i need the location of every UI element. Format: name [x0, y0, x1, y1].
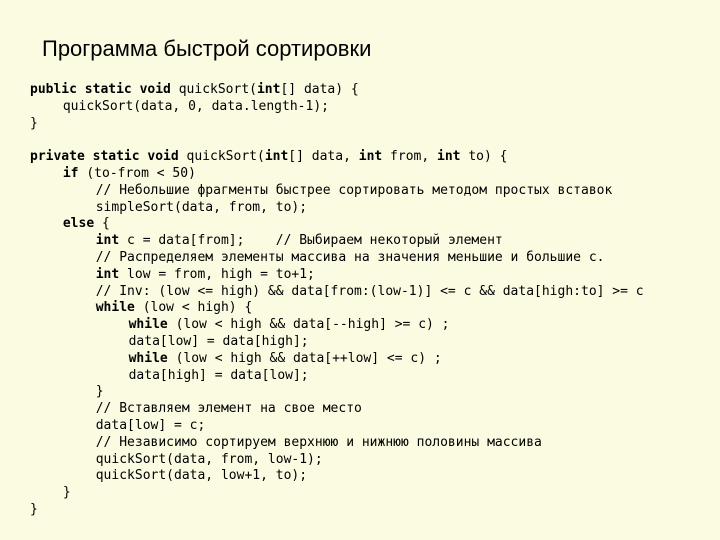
- code-text: {: [94, 216, 110, 232]
- code-keyword: int: [437, 149, 461, 165]
- code-line: [30, 99, 644, 116]
- code-text: // Распределяем элементы массива на значения меньшие и большие c.: [95, 249, 605, 265]
- code-text: // Вставляем элемент на свое место: [95, 401, 362, 417]
- code-text: data[low] = data[high];: [128, 333, 309, 349]
- code-keyword: public static void: [30, 82, 171, 97]
- code-line: [30, 116, 644, 133]
- code-text: [] data,: [288, 149, 359, 165]
- code-line: [30, 468, 644, 485]
- code-line: [30, 267, 644, 284]
- code-line: [30, 351, 644, 368]
- code-line: [30, 401, 644, 418]
- code-line: [30, 149, 644, 166]
- code-text: // Небольшие фрагменты быстрее сортировать методом простых вставок: [95, 182, 613, 198]
- code-text: from,: [382, 149, 438, 165]
- code-text: (low < high && data[++low] <= c) ;: [167, 350, 442, 366]
- code-text: quickSort(: [170, 82, 257, 97]
- code-text: quickSort(data, 0, data.length-1);: [62, 98, 329, 114]
- code-text: // Независимо сортируем верхнюю и нижнюю половины массива: [95, 434, 542, 450]
- code-line: [30, 132, 644, 149]
- code-text: [] data) {: [280, 82, 359, 97]
- code-keyword: while: [128, 317, 168, 333]
- code-line: [30, 216, 644, 233]
- slide-title: Программа быстрой сортировки: [42, 36, 372, 61]
- code-text: to) {: [460, 149, 508, 165]
- code-text: (low < high && data[--high] >= c) ;: [167, 317, 450, 333]
- code-block: [30, 82, 644, 519]
- code-line: [30, 300, 644, 317]
- code-keyword: while: [95, 300, 135, 316]
- code-keyword: else: [62, 216, 95, 232]
- code-keyword: if: [62, 165, 79, 181]
- code-text: }: [30, 115, 38, 131]
- code-text: quickSort(: [178, 149, 265, 165]
- code-line: [30, 334, 644, 351]
- code-line: [30, 200, 644, 217]
- code-line: [30, 435, 644, 452]
- code-text: }: [95, 384, 104, 400]
- code-line: [30, 317, 644, 334]
- code-text: (to-from < 50): [78, 165, 196, 181]
- code-text: data[low] = c;: [95, 417, 206, 433]
- code-line: [30, 82, 644, 99]
- code-line: [30, 284, 644, 301]
- code-text: quickSort(data, from, low-1);: [95, 451, 323, 467]
- code-line: [30, 233, 644, 250]
- code-text: low = from, high = to+1;: [119, 266, 315, 282]
- code-text: }: [62, 485, 71, 501]
- code-line: [30, 485, 644, 502]
- code-keyword: int: [264, 149, 289, 165]
- code-line: [30, 502, 644, 519]
- code-text: quickSort(data, low+1, to);: [95, 468, 308, 484]
- code-line: [30, 166, 644, 183]
- code-line: [30, 368, 644, 385]
- code-text: c = data[from]; // Выбираем некоторый элемент: [119, 233, 503, 249]
- code-line: [30, 452, 644, 469]
- code-keyword: private static void: [30, 149, 179, 165]
- code-keyword: int: [358, 149, 383, 165]
- code-keyword: int: [95, 233, 120, 249]
- code-text: data[high] = data[low];: [128, 367, 309, 383]
- code-line: [30, 418, 644, 435]
- code-keyword: while: [128, 350, 168, 366]
- code-text: simpleSort(data, from, to);: [95, 199, 308, 215]
- code-keyword: int: [256, 82, 281, 97]
- code-line: [30, 250, 644, 267]
- code-keyword: int: [95, 266, 120, 282]
- code-text: // Inv: (low <= high) && data[from:(low-1)] <= c && data[high:to] >= c: [95, 283, 644, 299]
- code-line: [30, 183, 644, 200]
- code-text: }: [30, 501, 38, 517]
- code-line: [30, 384, 644, 401]
- code-text: (low < high) {: [134, 300, 253, 316]
